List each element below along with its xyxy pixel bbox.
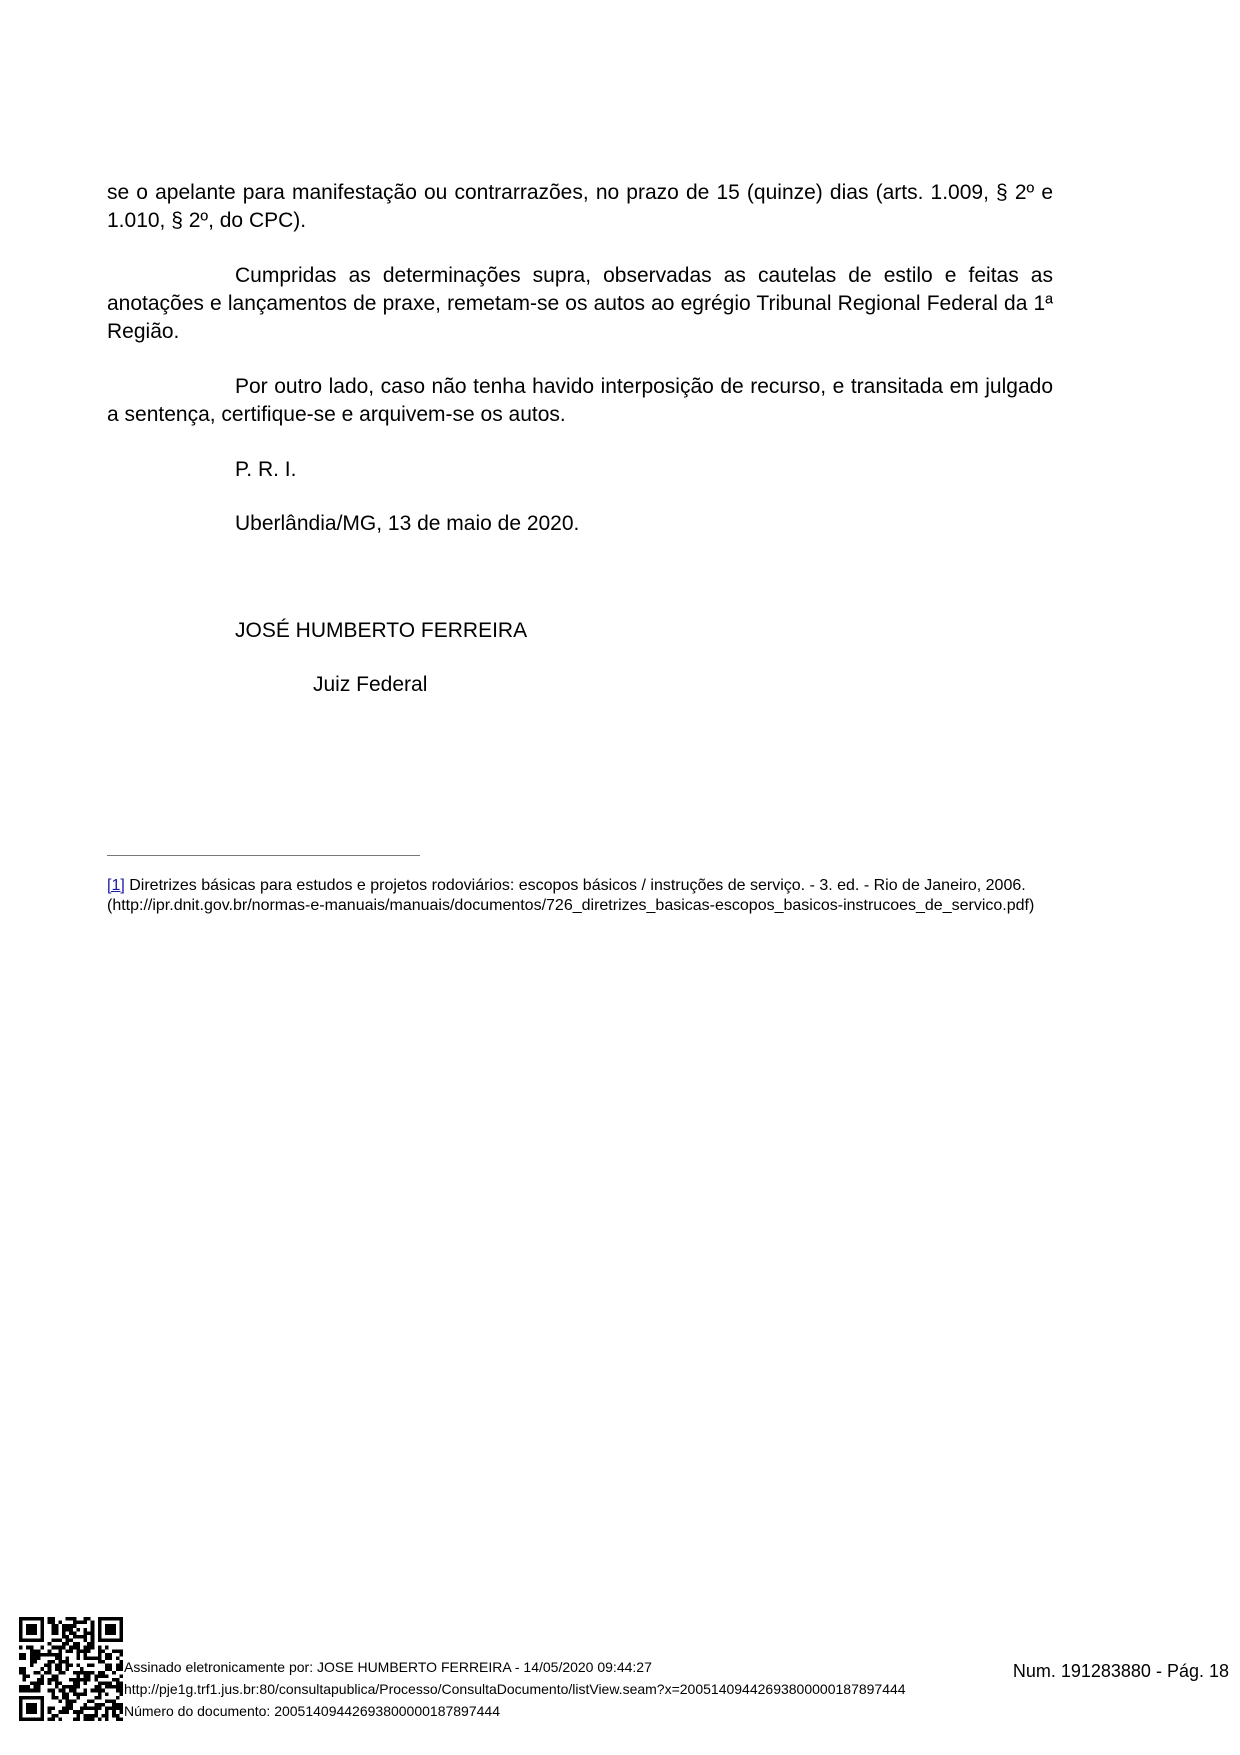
footnote-text-line-2: (http://ipr.dnit.gov.br/normas-e-manuais/manuais/documentos/726_diretrizes_basicas-escopos_basicos-instrucoes_de_servico.pdf) — [107, 897, 1035, 914]
signature-signed-by: Assinado eletronicamente por: JOSE HUMBERTO FERREIRA - 14/05/2020 09:44:27 — [124, 1659, 652, 1675]
footnote — [107, 876, 1067, 916]
page-reference: Num. 191283880 - Pág. 18 — [1012, 1661, 1229, 1681]
place-date: Uberlândia/MG, 13 de maio de 2020. — [235, 512, 580, 535]
signature-document-number: Número do documento: 20051409442693800000187897444 — [124, 1703, 500, 1719]
footnote-divider — [107, 855, 420, 856]
paragraph-no-appeal: Por outro lado, caso não tenha havido interposição de recurso, e transitada em julgado a sentença, certifique-se e arquivem-se os autos. — [107, 375, 1053, 426]
paragraph-determinations: Cumpridas as determinações supra, observadas as cautelas de estilo e feitas as anotações e lançamentos de praxe, remetam-se os autos ao egrégio Tribunal Regional Federal da 1ª Região. — [107, 264, 1053, 343]
pri-line: P. R. I. — [235, 458, 297, 481]
footnote-text-line-1: Diretrizes básicas para estudos e projetos rodoviários: escopos básicos / instruções de serviço. - 3. ed. - Rio de Janeiro, 2006. — [124, 877, 1026, 894]
paragraph-appeal-deadline: se o apelante para manifestação ou contrarrazões, no prazo de 15 (quinze) dias (arts. 1.009, § 2º e 1.010, § 2º, do CPC). — [107, 181, 1053, 232]
signature-url: http://pje1g.trf1.jus.br:80/consultapublica/Processo/ConsultaDocumento/listView.seam?x=20051409442693800000187897444 — [124, 1681, 906, 1697]
judge-name: JOSÉ HUMBERTO FERREIRA — [235, 619, 528, 642]
judge-title: Juiz Federal — [313, 673, 428, 696]
qr-code-icon — [19, 1617, 123, 1721]
footnote-marker-link[interactable]: [1] — [107, 877, 125, 894]
